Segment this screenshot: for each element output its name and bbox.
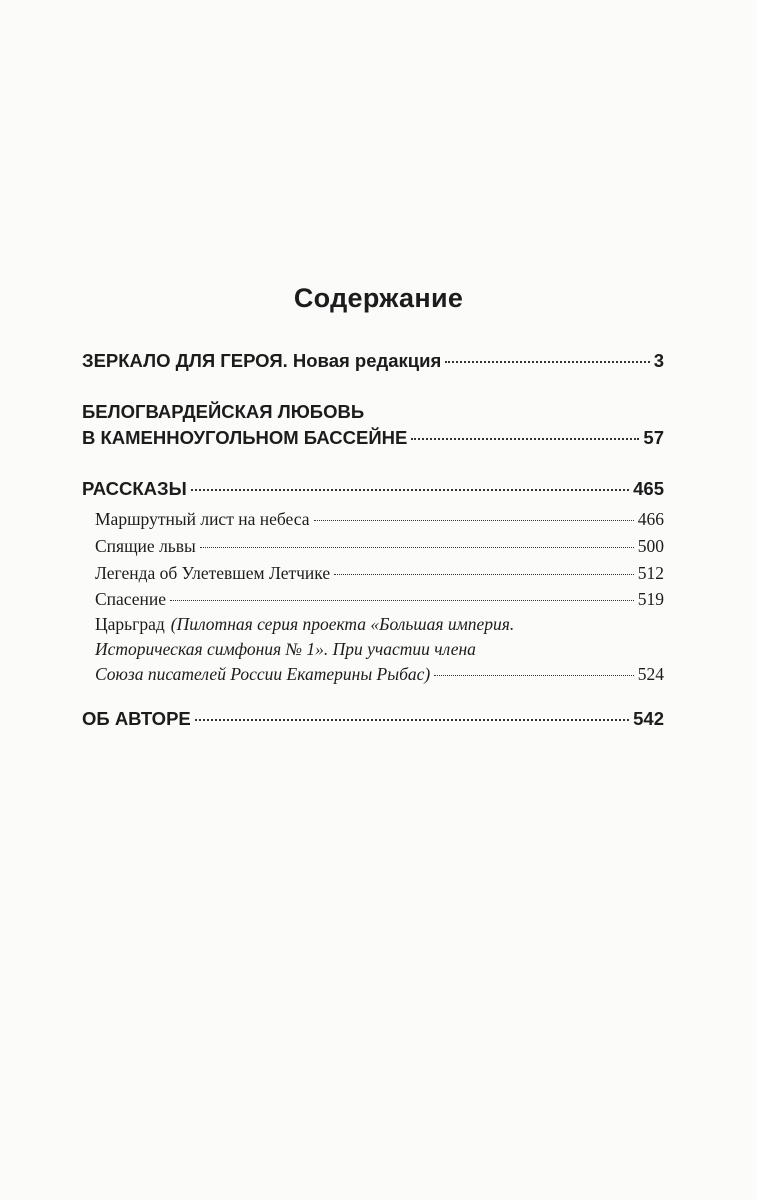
entry-title: РАССКАЗЫ (82, 478, 187, 499)
entry-title: ОБ АВТОРЕ (82, 708, 191, 729)
toc-entry-about-author (82, 708, 664, 730)
entry-page: 3 (653, 350, 664, 371)
toc-entry-mirror (82, 350, 664, 372)
entry-page: 542 (633, 708, 664, 729)
story-page: 524 (637, 664, 664, 684)
story-page: 519 (637, 589, 664, 609)
entry-title-line2: В КАМЕННОУГОЛЬНОМ БАССЕЙНЕ (82, 427, 408, 448)
story-entry (95, 589, 664, 610)
dot-leader (434, 675, 634, 676)
dot-leader (200, 547, 634, 548)
story-title: Царьград (95, 614, 165, 634)
story-entry (95, 509, 664, 530)
story-entry-tsargrad (95, 614, 664, 685)
toc-entry-white-guard-love (82, 401, 664, 449)
story-title: Спасение (95, 589, 167, 609)
page-title: Содержание (293, 283, 464, 313)
dot-leader (191, 489, 629, 491)
dot-leader (445, 361, 649, 363)
dot-leader (334, 574, 634, 575)
entry-title: ЗЕРКАЛО ДЛЯ ГЕРОЯ. Новая редакция (82, 350, 442, 371)
dot-leader (195, 719, 629, 721)
story-page: 466 (637, 509, 664, 529)
entry-title-line1: БЕЛОГВАРДЕЙСКАЯ ЛЮБОВЬ (82, 401, 365, 422)
dot-leader (314, 520, 634, 521)
story-title: Легенда об Улетевшем Летчике (95, 563, 331, 583)
entry-page: 465 (633, 478, 664, 499)
story-entry (95, 536, 664, 557)
story-title: Спящие львы (95, 536, 196, 556)
story-title: Маршрутный лист на небеса (95, 509, 310, 529)
toc-entry-stories (82, 478, 664, 500)
story-note-line3: Союза писателей России Екатерины Рыбас) (95, 664, 431, 684)
story-note-line1: (Пилотная серия проекта «Большая империя. (170, 614, 515, 634)
story-page: 512 (637, 563, 664, 583)
dot-leader (411, 438, 639, 440)
story-entry (95, 563, 664, 584)
dot-leader (170, 600, 634, 601)
story-page: 500 (637, 536, 664, 556)
entry-page: 57 (643, 427, 664, 448)
story-note-line2: Историческая симфония № 1». При участии члена (95, 639, 476, 659)
